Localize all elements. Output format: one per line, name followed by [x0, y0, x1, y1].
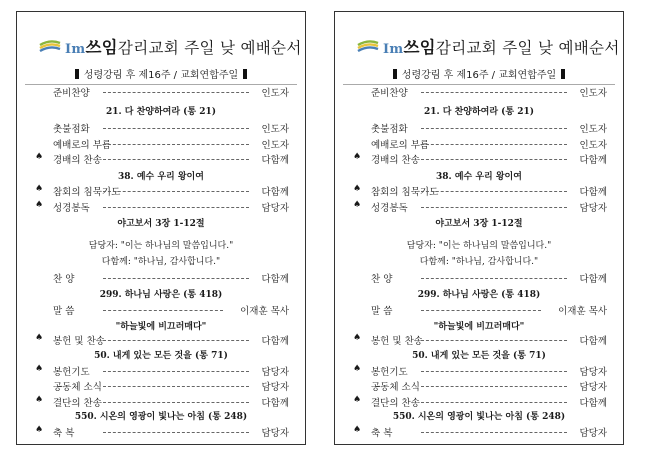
order-item: [17, 200, 305, 214]
order-item: [335, 184, 623, 198]
bulletin-title: Im쓰임감리교회 주일 낮 예배순서: [383, 38, 620, 57]
order-item: [335, 425, 623, 439]
order-item-name: 준비찬양: [53, 88, 90, 99]
order-item-leader: 이재훈 목사: [240, 306, 289, 317]
order-item-leader: 다함께: [579, 155, 607, 166]
order-item: [335, 271, 623, 285]
order-item-name: 참회의 침묵기도: [53, 187, 121, 198]
order-item: [335, 333, 623, 347]
spade-icon: ♠: [353, 200, 362, 210]
order-item-leader: 다함께: [261, 155, 289, 166]
leader-dashes: [421, 128, 567, 129]
bulletin-header: [335, 34, 623, 60]
order-item: [335, 395, 623, 409]
hymn-reference: 야고보서 3장 1-12절: [435, 219, 523, 229]
leader-dashes: [421, 159, 567, 160]
order-item-name: 성경봉독: [53, 203, 90, 214]
order-item-leader: 담당자: [261, 428, 289, 439]
hymn-reference: 50. 내게 있는 모든 것을 (통 71): [412, 351, 546, 361]
order-item: [335, 303, 623, 317]
leader-dashes: [421, 371, 567, 372]
responsive-reading: 담당자: "이는 하나님의 말씀입니다.": [88, 241, 234, 251]
order-item-name: 축 복: [371, 428, 393, 439]
order-item-leader: 담당자: [579, 203, 607, 214]
hymn-reference: 38. 예수 우리 왕이여: [436, 172, 522, 182]
order-item-name: 봉헌 및 찬송: [53, 336, 105, 347]
order-item-leader: 인도자: [261, 140, 289, 151]
hymn-reference: 299. 하나님 사랑은 (통 418): [417, 290, 541, 300]
order-item-leader: 담당자: [261, 203, 289, 214]
leader-dashes: [421, 402, 567, 403]
order-item-leader: 다함께: [579, 398, 607, 409]
hymn-reference: 299. 하나님 사랑은 (통 418): [99, 290, 223, 300]
order-item-name: 촛불점화: [53, 124, 90, 135]
order-item: [17, 379, 305, 393]
leader-dashes: [421, 310, 541, 311]
leader-dashes: [103, 386, 249, 387]
order-item-name: 참회의 침묵기도: [371, 187, 439, 198]
leader-dashes: [421, 432, 567, 433]
hymn-reference: 21. 다 찬양하여라 (통 21): [423, 107, 535, 117]
order-item: [17, 303, 305, 317]
leader-dashes: [421, 386, 567, 387]
spade-icon: ♠: [353, 184, 362, 194]
order-item-name: 축 복: [53, 428, 75, 439]
order-item-leader: 담당자: [261, 382, 289, 393]
order-item-leader: 이재훈 목사: [558, 306, 607, 317]
leader-dashes: [103, 278, 249, 279]
order-item: [17, 184, 305, 198]
order-item: [335, 379, 623, 393]
leader-dashes: [421, 278, 567, 279]
order-item-name: 예배로의 부름: [53, 140, 112, 151]
order-item: [335, 152, 623, 166]
order-item-name: 봉헌기도: [371, 367, 408, 378]
order-item-leader: 인도자: [261, 124, 289, 135]
order-item-name: 공동체 소식: [371, 382, 420, 393]
hymn-reference: "하늘빛에 비끄러매다": [433, 322, 525, 332]
order-item-leader: 다함께: [261, 274, 289, 285]
order-item-leader: 다함께: [579, 336, 607, 347]
order-item-leader: 담당자: [261, 367, 289, 378]
order-item: [335, 200, 623, 214]
order-item-leader: 다함께: [261, 398, 289, 409]
order-item-name: 예배로의 부름: [371, 140, 430, 151]
church-logo: [39, 36, 61, 54]
order-item-leader: 인도자: [579, 140, 607, 151]
spade-icon: ♠: [353, 364, 362, 374]
order-item-name: 말 씀: [371, 306, 393, 317]
spade-icon: ♠: [35, 425, 44, 435]
order-item-name: 결단의 찬송: [371, 398, 420, 409]
order-item: [17, 364, 305, 378]
leader-dashes: [103, 191, 249, 192]
order-item-leader: 인도자: [579, 124, 607, 135]
order-item: [17, 85, 305, 99]
order-item: [17, 137, 305, 151]
order-item: [335, 121, 623, 135]
leader-dashes: [421, 191, 567, 192]
order-item-leader: 다함께: [261, 336, 289, 347]
order-item-name: 경배의 찬송: [371, 155, 420, 166]
leader-dashes: [103, 371, 249, 372]
order-item: [335, 137, 623, 151]
leader-dashes: [103, 128, 249, 129]
responsive-reading: 담당자: "이는 하나님의 말씀입니다.": [406, 241, 552, 251]
order-item: [17, 271, 305, 285]
responsive-reading: 다함께: "하나님, 감사합니다.": [419, 257, 539, 267]
order-item-name: 찬 양: [371, 274, 393, 285]
order-item-name: 결단의 찬송: [53, 398, 102, 409]
spade-icon: ♠: [353, 425, 362, 435]
order-item-leader: 담당자: [579, 382, 607, 393]
order-item-leader: 인도자: [579, 88, 607, 99]
bulletin-subtitle: 성령강림 후 제16주 / 교회연합주일: [335, 66, 623, 81]
leader-dashes: [103, 310, 223, 311]
order-item: [17, 425, 305, 439]
spade-icon: ♠: [35, 333, 44, 343]
leader-dashes: [103, 340, 249, 341]
order-item-leader: 다함께: [579, 274, 607, 285]
spade-icon: ♠: [35, 364, 44, 374]
order-item-name: 말 씀: [53, 306, 75, 317]
spade-icon: ♠: [35, 184, 44, 194]
order-item-name: 찬 양: [53, 274, 75, 285]
order-item: [335, 85, 623, 99]
bulletin-subtitle: 성령강림 후 제16주 / 교회연합주일: [17, 66, 305, 81]
order-item-leader: 담당자: [579, 428, 607, 439]
order-item-name: 공동체 소식: [53, 382, 102, 393]
leader-dashes: [421, 207, 567, 208]
leader-dashes: [421, 144, 567, 145]
order-item-name: 봉헌기도: [53, 367, 90, 378]
order-item-leader: 다함께: [579, 187, 607, 198]
hymn-reference: "하늘빛에 비끄러매다": [115, 322, 207, 332]
spade-icon: ♠: [353, 152, 362, 162]
leader-dashes: [103, 207, 249, 208]
order-item: [17, 333, 305, 347]
order-item: [17, 152, 305, 166]
hymn-reference: 21. 다 찬양하여라 (통 21): [105, 107, 217, 117]
spade-icon: ♠: [353, 395, 362, 405]
hymn-reference: 38. 예수 우리 왕이여: [118, 172, 204, 182]
order-item-name: 촛불점화: [371, 124, 408, 135]
order-item-name: 준비찬양: [371, 88, 408, 99]
order-item: [335, 364, 623, 378]
spade-icon: ♠: [35, 152, 44, 162]
hymn-reference: 50. 내게 있는 모든 것을 (통 71): [94, 351, 228, 361]
spade-icon: ♠: [35, 395, 44, 405]
leader-dashes: [103, 159, 249, 160]
spade-icon: ♠: [35, 200, 44, 210]
responsive-reading: 다함께: "하나님, 감사합니다.": [101, 257, 221, 267]
bulletin-panel-left: [16, 11, 306, 445]
order-item-name: 성경봉독: [371, 203, 408, 214]
hymn-reference: 야고보서 3장 1-12절: [117, 219, 205, 229]
order-item-leader: 인도자: [261, 88, 289, 99]
order-item: [17, 121, 305, 135]
order-item-leader: 다함께: [261, 187, 289, 198]
leader-dashes: [103, 92, 249, 93]
hymn-reference: 550. 시온의 영광이 빛나는 아침 (통 248): [392, 412, 566, 422]
bulletin-header: [17, 34, 305, 60]
order-item-name: 봉헌 및 찬송: [371, 336, 423, 347]
bulletin-title: Im쓰임감리교회 주일 낮 예배순서: [65, 38, 302, 57]
leader-dashes: [103, 402, 249, 403]
spade-icon: ♠: [353, 333, 362, 343]
leader-dashes: [421, 92, 567, 93]
church-logo: [357, 36, 379, 54]
order-item: [17, 395, 305, 409]
leader-dashes: [103, 144, 249, 145]
leader-dashes: [421, 340, 567, 341]
leader-dashes: [103, 432, 249, 433]
order-item-leader: 담당자: [579, 367, 607, 378]
bulletin-panel-right: [334, 11, 624, 445]
hymn-reference: 550. 시온의 영광이 빛나는 아침 (통 248): [74, 412, 248, 422]
order-item-name: 경배의 찬송: [53, 155, 102, 166]
